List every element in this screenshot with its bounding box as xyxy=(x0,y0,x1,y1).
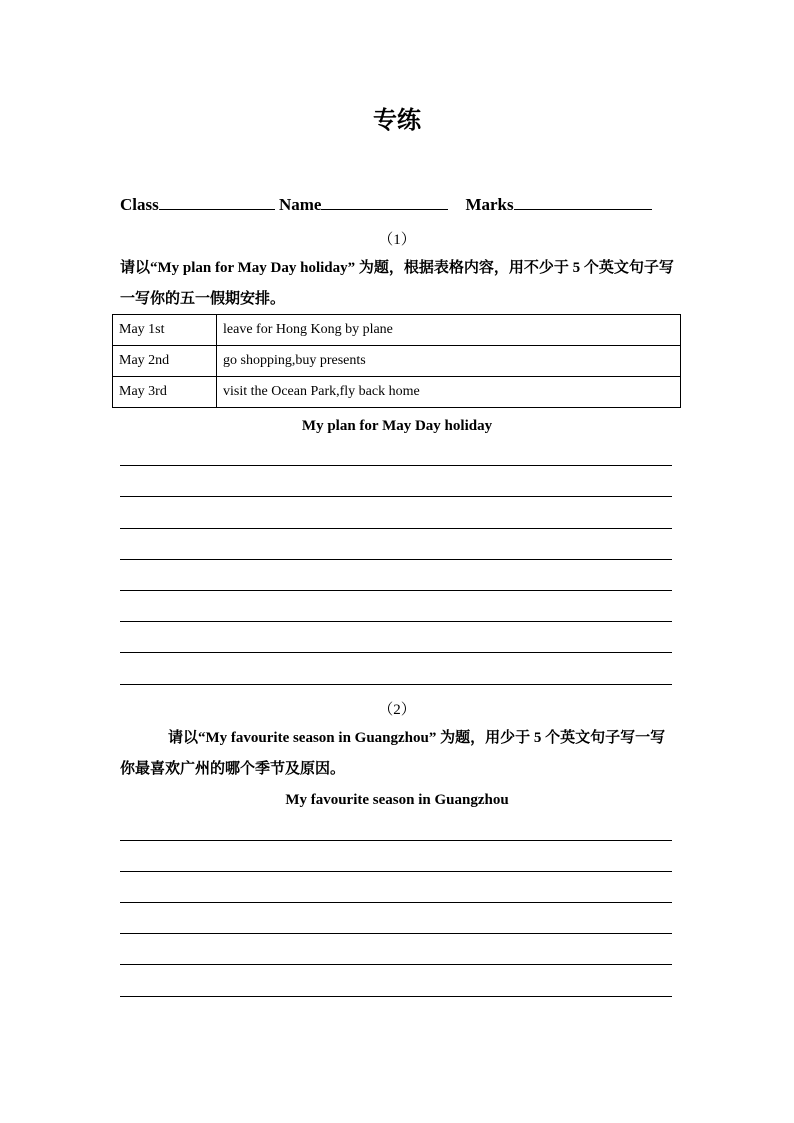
table-row xyxy=(113,377,681,408)
writing-line[interactable] xyxy=(120,871,672,872)
writing-line[interactable] xyxy=(120,684,672,685)
writing-line[interactable] xyxy=(120,496,672,497)
class-label: Class xyxy=(120,195,159,214)
table-cell-plan: leave for Hong Kong by plane xyxy=(217,315,681,346)
section-2-number: （2） xyxy=(378,702,416,718)
writing-line[interactable] xyxy=(120,590,672,591)
table-row xyxy=(113,346,681,377)
table-row xyxy=(113,315,681,346)
class-field[interactable] xyxy=(159,191,275,210)
section-1-number: （1） xyxy=(378,232,416,248)
section-1-instruction: 请以“My plan for May Day holiday” 为题，根据表格内容，用不少于 5 个英文句子写一写你的五一假期安排。 xyxy=(120,260,674,307)
section-2-instruction: 请以“My favourite season in Guangzhou” 为题，用少于 5 个英文句子写一写你最喜欢广州的哪个季节及原因。 xyxy=(120,730,666,777)
name-field[interactable] xyxy=(321,191,448,210)
writing-line[interactable] xyxy=(120,933,672,934)
writing-line[interactable] xyxy=(120,528,672,529)
table-cell-date: May 2nd xyxy=(113,346,217,377)
table-cell-plan: go shopping,buy presents xyxy=(217,346,681,377)
page-title: 专练 xyxy=(373,108,421,134)
section-1-essay-title: My plan for May Day holiday xyxy=(301,418,493,434)
writing-line[interactable] xyxy=(120,465,672,466)
student-info-row xyxy=(120,191,652,215)
writing-line[interactable] xyxy=(120,964,672,965)
writing-line[interactable] xyxy=(120,652,672,653)
holiday-plan-table xyxy=(112,314,681,408)
table-cell-plan: visit the Ocean Park,fly back home xyxy=(217,377,681,408)
writing-line[interactable] xyxy=(120,902,672,903)
writing-line[interactable] xyxy=(120,840,672,841)
marks-field[interactable] xyxy=(514,191,652,210)
section-2-essay-title: My favourite season in Guangzhou xyxy=(285,792,509,808)
table-cell-date: May 1st xyxy=(113,315,217,346)
writing-line[interactable] xyxy=(120,559,672,560)
marks-label: Marks xyxy=(465,195,514,214)
name-label: Name xyxy=(278,195,322,214)
writing-line[interactable] xyxy=(120,996,672,997)
table-cell-date: May 3rd xyxy=(113,377,217,408)
writing-line[interactable] xyxy=(120,621,672,622)
